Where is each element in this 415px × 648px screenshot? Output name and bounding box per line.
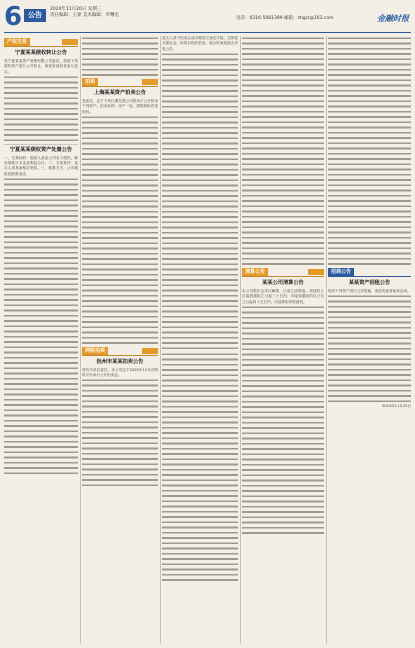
section-accent [308, 269, 324, 275]
section-label: 清算公告 [242, 268, 268, 276]
notice-date: 2024年11月20日 [381, 404, 411, 409]
section-header [82, 347, 158, 356]
column-2 [82, 36, 158, 644]
body-text-block [82, 115, 158, 345]
paper-name: 金融时报 [377, 13, 409, 23]
body-text-block [82, 36, 158, 76]
body-text-block [82, 378, 158, 488]
section-label: 拍卖 [82, 78, 98, 86]
masthead-date: 2024年11月20日 星期三 [50, 7, 102, 12]
masthead [4, 3, 411, 33]
article-title: 宁夏某某债权资产处置公告 [9, 146, 73, 153]
page-number: 6 [4, 2, 23, 32]
article-body: 受委托，定于下列日期在我公司拍卖厅公开拍卖下列资产。拍卖标的：房产一处，建筑面积详见资料。 [82, 99, 158, 114]
article-title: 宁夏某某债权转让公告 [15, 50, 67, 56]
column-divider [240, 36, 241, 644]
article-body: 受宁夏某某资产管理有限公司委托，现将下列债权资产进行公开转让，欢迎有意向者参与竞买。 [4, 59, 78, 74]
article-title: 某某资产招租公告 [348, 280, 391, 286]
article-body: 现对下列资产进行公开招租，欢迎有意者前来洽谈。 [328, 289, 411, 293]
section-label: 网络拍卖 [82, 347, 108, 355]
column-3 [162, 36, 238, 644]
masthead-contact: 电话：0316-5081399 邮箱：zhgcl@163.com [236, 16, 334, 21]
article-body: 本公司股东会决议解散，已成立清算组。请债权人自接到通知之日起三十日内，未接到通知的自公告之日起四十五日内，向清算组申报债权。 [242, 289, 324, 304]
section-label: 产权交易 [4, 38, 30, 46]
column-1 [4, 36, 78, 644]
article-title: 上海某某资产拍卖公告 [94, 90, 146, 96]
section-accent [142, 348, 158, 354]
body-text-block [4, 75, 78, 145]
section-header [82, 78, 158, 87]
body-text-block [328, 294, 411, 404]
column-5 [328, 36, 411, 644]
column-divider [326, 36, 327, 644]
section-label: 招商公告 [328, 268, 354, 276]
masthead-editors: 责任编辑：王蒙 美术编辑：李曙光 [50, 13, 119, 18]
article-body: 一、交易标的：借款人某某公司名下债权，截至基准日本金及利息合计。二、交易条件：竞买人须具备相应资质。三、联系方式：公司地址及联系电话。 [4, 155, 78, 176]
section-accent [142, 79, 158, 85]
section-header [328, 268, 411, 277]
column-divider [160, 36, 161, 644]
body-text-block [162, 352, 238, 582]
article-body: 竞买人须于拍卖会前办理竞买登记手续，交纳竞买保证金。标的以现状拍卖，展示时间及地点详见公告。 [162, 36, 238, 51]
body-text-block [242, 305, 324, 535]
body-text-block [328, 36, 411, 266]
column-divider [80, 36, 81, 644]
section-header [242, 268, 324, 277]
section-accent [62, 39, 78, 45]
masthead-info [50, 7, 119, 19]
article-title: 某某公司清算公告 [262, 280, 304, 286]
column-4 [242, 36, 324, 644]
body-text-block [162, 52, 238, 352]
edition-badge: 公告 [24, 9, 46, 22]
body-text-block [4, 177, 78, 477]
body-text-block [242, 36, 324, 266]
article-title: 抚州市某某拍卖公告 [96, 358, 144, 365]
article-body: 受有关单位委托，本公司定于2024年12月在网络平台举行公开拍卖会。 [82, 367, 158, 377]
section-header [4, 38, 78, 47]
